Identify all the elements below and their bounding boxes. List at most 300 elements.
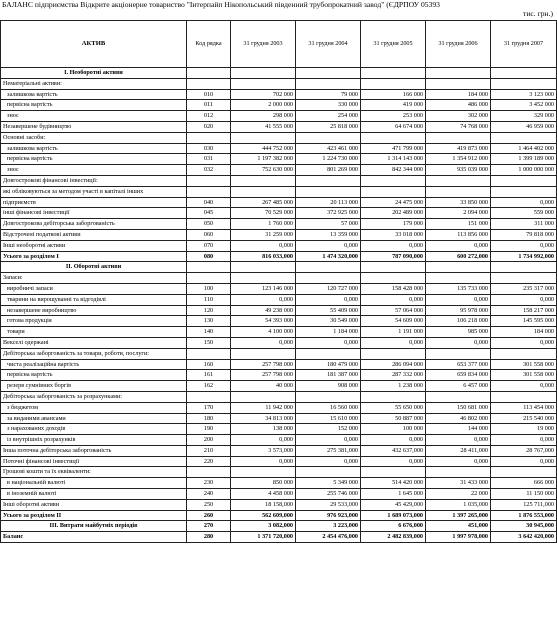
value-cell: 125 711,000 — [491, 499, 557, 510]
value-cell: 419 000 — [361, 100, 426, 111]
row-label: Поточні фінансові інвестиції — [1, 456, 187, 467]
value-cell: 15 610 000 — [296, 413, 361, 424]
value-cell: 6 676,000 — [361, 521, 426, 532]
value-cell: 0,000 — [426, 294, 491, 305]
table-row — [1, 478, 557, 489]
code-cell: 140 — [187, 327, 231, 338]
value-cell — [361, 391, 426, 402]
value-cell — [231, 175, 296, 186]
value-cell — [491, 186, 557, 197]
value-cell: 46 802 000 — [426, 413, 491, 424]
code-cell: 161 — [187, 370, 231, 381]
value-cell: 31 433 000 — [426, 478, 491, 489]
value-cell — [491, 262, 557, 273]
row-label: з бюджетом — [1, 402, 187, 413]
row-label: із внутрішніх розрахунків — [1, 435, 187, 446]
value-cell: 330 000 — [296, 100, 361, 111]
row-label: Відстрочені податкові активи — [1, 229, 187, 240]
code-cell: 070 — [187, 240, 231, 251]
value-cell — [296, 132, 361, 143]
value-cell: 301 558 000 — [491, 370, 557, 381]
value-cell: 0,000 — [296, 456, 361, 467]
value-cell: 34 813 000 — [231, 413, 296, 424]
code-cell: 150 — [187, 337, 231, 348]
code-cell: 230 — [187, 478, 231, 489]
value-cell: 79 000 — [296, 89, 361, 100]
value-cell: 1 464 402 000 — [491, 143, 557, 154]
value-cell: 120 727 000 — [296, 283, 361, 294]
value-cell — [426, 273, 491, 284]
code-cell — [187, 262, 231, 273]
value-cell: 0,000 — [361, 435, 426, 446]
table-row — [1, 283, 557, 294]
value-cell: 976 923,000 — [296, 510, 361, 521]
row-label: з нарахованих доходів — [1, 424, 187, 435]
value-cell: 3 123 000 — [491, 89, 557, 100]
value-cell — [491, 68, 557, 79]
table-row — [1, 273, 557, 284]
row-label: Дебіторська заборгованість за товари, роботи, послуги: — [1, 348, 187, 359]
table-row — [1, 456, 557, 467]
code-cell: 270 — [187, 521, 231, 532]
table-row — [1, 521, 557, 532]
value-cell — [231, 78, 296, 89]
code-cell: 162 — [187, 381, 231, 392]
table-row — [1, 89, 557, 100]
value-cell — [231, 273, 296, 284]
code-cell — [187, 132, 231, 143]
column-header-year: 31 грудня 2005 — [361, 21, 426, 68]
column-header-year: 31 грудня 2007 — [491, 21, 557, 68]
table-row — [1, 327, 557, 338]
value-cell: 150 681 000 — [426, 402, 491, 413]
table-row — [1, 305, 557, 316]
value-cell: 0,000 — [361, 294, 426, 305]
value-cell: 30 945,000 — [491, 521, 557, 532]
value-cell: 235 317 000 — [491, 283, 557, 294]
table-row — [1, 381, 557, 392]
table-row — [1, 78, 557, 89]
row-label: незавершене виробництво — [1, 305, 187, 316]
code-cell — [187, 186, 231, 197]
value-cell: 653 377 000 — [426, 359, 491, 370]
value-cell: 46 959 000 — [491, 121, 557, 132]
page-title: БАЛАНС підприємства Відкрите акціонерне товариство "Інтерпайп Нікопольський південний трубопрокатний завод" (ЄДРПОУ 05393 — [2, 0, 440, 9]
value-cell — [361, 175, 426, 186]
column-header-year: 31 грудня 2003 — [231, 21, 296, 68]
table-row — [1, 370, 557, 381]
value-cell: 311 000 — [491, 219, 557, 230]
row-label: залишкова вартість — [1, 89, 187, 100]
value-cell: 49 238 000 — [231, 305, 296, 316]
value-cell: 0,000 — [491, 435, 557, 446]
row-label: Векселі одержані — [1, 337, 187, 348]
value-cell: 850 000 — [231, 478, 296, 489]
code-cell: 110 — [187, 294, 231, 305]
row-label: Грошові кошти та їх еквіваленти: — [1, 467, 187, 478]
row-label: виробничі запаси — [1, 283, 187, 294]
value-cell: 57 064 000 — [361, 305, 426, 316]
value-cell: 29 533,000 — [296, 499, 361, 510]
value-cell: 19 000 — [491, 424, 557, 435]
row-label: в іноземній валюті — [1, 489, 187, 500]
value-cell: 135 733 000 — [426, 283, 491, 294]
row-label: чиста реалізаційна вартість — [1, 359, 187, 370]
value-cell: 95 978 000 — [426, 305, 491, 316]
value-cell: 302 000 — [426, 111, 491, 122]
section-header-row — [1, 262, 557, 273]
table-row — [1, 143, 557, 154]
value-cell: 106 218 000 — [426, 316, 491, 327]
value-cell — [361, 348, 426, 359]
code-cell — [187, 273, 231, 284]
table-row — [1, 208, 557, 219]
value-cell: 0,000 — [296, 240, 361, 251]
column-header-activ: АКТИВ — [1, 21, 187, 68]
code-cell: 170 — [187, 402, 231, 413]
row-label: тварини на вирощуванні та відгодівлі — [1, 294, 187, 305]
table-body — [1, 68, 557, 543]
value-cell: 22 000 — [426, 489, 491, 500]
value-cell — [296, 391, 361, 402]
value-cell: 144 000 — [426, 424, 491, 435]
value-cell: 0,000 — [426, 435, 491, 446]
row-label: Незавершене будівництво — [1, 121, 187, 132]
code-cell: 040 — [187, 197, 231, 208]
code-cell — [187, 175, 231, 186]
section-title: I. Необоротні активи — [1, 68, 187, 79]
value-cell: 471 799 000 — [361, 143, 426, 154]
value-cell: 30 549 000 — [296, 316, 361, 327]
value-cell: 514 420 000 — [361, 478, 426, 489]
value-cell: 0,000 — [426, 456, 491, 467]
value-cell: 166 000 — [361, 89, 426, 100]
value-cell: 28 767,000 — [491, 445, 557, 456]
value-cell: 253 000 — [361, 111, 426, 122]
table-row — [1, 165, 557, 176]
value-cell: 372 925 000 — [296, 208, 361, 219]
value-cell — [426, 391, 491, 402]
table-row — [1, 100, 557, 111]
table-row — [1, 240, 557, 251]
row-label: Усього за розділом II — [1, 510, 187, 521]
value-cell: 0,000 — [361, 337, 426, 348]
value-cell: 11 150 000 — [491, 489, 557, 500]
value-cell: 113 856 000 — [426, 229, 491, 240]
value-cell: 287 332 000 — [361, 370, 426, 381]
value-cell: 0,000 — [231, 456, 296, 467]
value-cell: 0,000 — [361, 240, 426, 251]
value-cell: 16 560 000 — [296, 402, 361, 413]
row-label: Баланс — [1, 532, 187, 543]
table-row — [1, 445, 557, 456]
value-cell: 3 082,000 — [231, 521, 296, 532]
table-row — [1, 186, 557, 197]
row-label: Запаси: — [1, 273, 187, 284]
table-row — [1, 229, 557, 240]
value-cell: 0,000 — [491, 197, 557, 208]
value-cell — [361, 78, 426, 89]
value-cell: 451,000 — [426, 521, 491, 532]
value-cell: 1 645 000 — [361, 489, 426, 500]
row-label: первісна вартість — [1, 370, 187, 381]
row-label: готова продукція — [1, 316, 187, 327]
value-cell: 123 146 000 — [231, 283, 296, 294]
code-cell: 031 — [187, 154, 231, 165]
row-label: інші фінансові інвестиції — [1, 208, 187, 219]
value-cell — [491, 273, 557, 284]
table-row — [1, 121, 557, 132]
value-cell — [491, 391, 557, 402]
value-cell: 3 642 420,000 — [491, 532, 557, 543]
value-cell: 423 461 000 — [296, 143, 361, 154]
value-cell: 752 630 000 — [231, 165, 296, 176]
value-cell: 254 000 — [296, 111, 361, 122]
table-row — [1, 175, 557, 186]
code-cell: 100 — [187, 283, 231, 294]
value-cell: 100 000 — [361, 424, 426, 435]
value-cell: 842 344 000 — [361, 165, 426, 176]
value-cell: 138 000 — [231, 424, 296, 435]
value-cell: 0,000 — [491, 456, 557, 467]
value-cell: 40 000 — [231, 381, 296, 392]
value-cell: 257 798 000 — [231, 359, 296, 370]
code-cell: 180 — [187, 413, 231, 424]
value-cell: 11 942 000 — [231, 402, 296, 413]
value-cell — [361, 262, 426, 273]
value-cell: 1 224 730 000 — [296, 154, 361, 165]
value-cell: 816 033,000 — [231, 251, 296, 262]
table-row — [1, 154, 557, 165]
code-cell: 060 — [187, 229, 231, 240]
value-cell: 666 000 — [491, 478, 557, 489]
table-row — [1, 337, 557, 348]
value-cell: 4 458 000 — [231, 489, 296, 500]
value-cell: 1 314 143 000 — [361, 154, 426, 165]
value-cell — [231, 186, 296, 197]
code-cell: 260 — [187, 510, 231, 521]
value-cell: 158 428 000 — [361, 283, 426, 294]
code-cell: 250 — [187, 499, 231, 510]
value-cell: 0,000 — [426, 240, 491, 251]
value-cell: 286 094 000 — [361, 359, 426, 370]
column-header-year: 31 грудня 2006 — [426, 21, 491, 68]
value-cell — [426, 132, 491, 143]
value-cell: 54 393 000 — [231, 316, 296, 327]
value-cell: 562 609,000 — [231, 510, 296, 521]
value-cell: 4 100 000 — [231, 327, 296, 338]
table-row — [1, 467, 557, 478]
code-cell: 210 — [187, 445, 231, 456]
value-cell: 55 409 000 — [296, 305, 361, 316]
value-cell — [296, 467, 361, 478]
value-cell: 1 760 000 — [231, 219, 296, 230]
row-label: за виданими авансами — [1, 413, 187, 424]
value-cell: 1 238 000 — [361, 381, 426, 392]
row-label: які обліковуються за методом участі в капіталі інших — [1, 186, 187, 197]
section-title: II. Оборотні активи — [1, 262, 187, 273]
code-cell: 200 — [187, 435, 231, 446]
balance-table — [0, 20, 557, 543]
value-cell: 1 000 000 000 — [491, 165, 557, 176]
value-cell: 55 650 000 — [361, 402, 426, 413]
value-cell: 0,000 — [426, 337, 491, 348]
value-cell: 18 158,000 — [231, 499, 296, 510]
value-cell — [491, 132, 557, 143]
table-row — [1, 132, 557, 143]
code-cell: 190 — [187, 424, 231, 435]
code-cell — [187, 348, 231, 359]
value-cell: 1 399 189 000 — [491, 154, 557, 165]
value-cell: 33 850 000 — [426, 197, 491, 208]
row-label: Інша поточна дебіторська заборгованість — [1, 445, 187, 456]
value-cell: 1 035,000 — [426, 499, 491, 510]
value-cell — [296, 78, 361, 89]
value-cell: 432 637,000 — [361, 445, 426, 456]
value-cell: 151 000 — [426, 219, 491, 230]
value-cell: 255 746 000 — [296, 489, 361, 500]
row-label: Дебіторська заборгованість за розрахунками: — [1, 391, 187, 402]
row-label: резерв сумнівних боргів — [1, 381, 187, 392]
table-row — [1, 111, 557, 122]
value-cell: 702 000 — [231, 89, 296, 100]
value-cell — [296, 186, 361, 197]
value-cell: 275 381,000 — [296, 445, 361, 456]
value-cell: 215 540 000 — [491, 413, 557, 424]
value-cell: 0,000 — [231, 240, 296, 251]
row-label: Основні засоби: — [1, 132, 187, 143]
value-cell — [426, 467, 491, 478]
value-cell — [296, 262, 361, 273]
value-cell: 1 197 382 000 — [231, 154, 296, 165]
code-cell — [187, 391, 231, 402]
table-row — [1, 435, 557, 446]
value-cell — [426, 186, 491, 197]
table-row — [1, 391, 557, 402]
value-cell — [426, 348, 491, 359]
value-cell: 113 454 000 — [491, 402, 557, 413]
value-cell: 0,000 — [491, 337, 557, 348]
row-label: III. Витрати майбутніх періодів — [1, 521, 187, 532]
table-row — [1, 499, 557, 510]
value-cell: 2 094 000 — [426, 208, 491, 219]
row-label: в національній валюті — [1, 478, 187, 489]
value-cell — [361, 132, 426, 143]
value-cell: 0,000 — [231, 294, 296, 305]
value-cell: 801 269 000 — [296, 165, 361, 176]
value-cell: 13 359 000 — [296, 229, 361, 240]
row-label: Довгострокові фінансові інвестиції: — [1, 175, 187, 186]
value-cell: 257 798 000 — [231, 370, 296, 381]
table-row — [1, 402, 557, 413]
code-cell: 050 — [187, 219, 231, 230]
code-cell: 160 — [187, 359, 231, 370]
value-cell — [231, 391, 296, 402]
value-cell: 0,000 — [231, 435, 296, 446]
code-cell — [187, 68, 231, 79]
value-cell — [361, 68, 426, 79]
value-cell: 0,000 — [491, 381, 557, 392]
row-label: Інші необоротні активи — [1, 240, 187, 251]
column-header-code: Код рядка — [187, 21, 231, 68]
value-cell: 1 734 992,000 — [491, 251, 557, 262]
value-cell: 179 000 — [361, 219, 426, 230]
value-cell — [296, 68, 361, 79]
value-cell: 3 223,000 — [296, 521, 361, 532]
value-cell: 70 529 000 — [231, 208, 296, 219]
value-cell: 1 689 073,000 — [361, 510, 426, 521]
value-cell: 659 834 000 — [426, 370, 491, 381]
row-label: Довгострокова дебіторська заборгованість — [1, 219, 187, 230]
value-cell: 45 429,000 — [361, 499, 426, 510]
table-row — [1, 251, 557, 262]
row-label: залишкова вартість — [1, 143, 187, 154]
row-label: Нематеріальні активи: — [1, 78, 187, 89]
value-cell — [361, 273, 426, 284]
value-cell: 158 217 000 — [491, 305, 557, 316]
value-cell — [231, 132, 296, 143]
value-cell: 152 000 — [296, 424, 361, 435]
value-cell: 1 876 553,000 — [491, 510, 557, 521]
value-cell: 0,000 — [296, 337, 361, 348]
table-row — [1, 294, 557, 305]
value-cell — [491, 348, 557, 359]
code-cell: 130 — [187, 316, 231, 327]
value-cell: 6 457 000 — [426, 381, 491, 392]
code-cell: 240 — [187, 489, 231, 500]
value-cell: 54 609 000 — [361, 316, 426, 327]
value-cell: 20 113 000 — [296, 197, 361, 208]
value-cell — [361, 186, 426, 197]
table-row — [1, 532, 557, 543]
code-cell: 280 — [187, 532, 231, 543]
value-cell: 298 000 — [231, 111, 296, 122]
value-cell: 329 000 — [491, 111, 557, 122]
value-cell: 1 997 978,000 — [426, 532, 491, 543]
value-cell: 267 485 000 — [231, 197, 296, 208]
table-row — [1, 359, 557, 370]
code-cell: 030 — [187, 143, 231, 154]
table-row — [1, 413, 557, 424]
value-cell: 0,000 — [231, 337, 296, 348]
value-cell: 28 411,000 — [426, 445, 491, 456]
value-cell: 0,000 — [361, 456, 426, 467]
value-cell — [426, 262, 491, 273]
value-cell: 74 768 000 — [426, 121, 491, 132]
table-header-row — [1, 21, 557, 68]
table-row — [1, 219, 557, 230]
value-cell: 1 184 000 — [296, 327, 361, 338]
table-row — [1, 316, 557, 327]
value-cell: 1 397 265,000 — [426, 510, 491, 521]
value-cell: 202 489 000 — [361, 208, 426, 219]
code-cell: 010 — [187, 89, 231, 100]
code-cell: 120 — [187, 305, 231, 316]
value-cell — [231, 262, 296, 273]
value-cell: 184 000 — [491, 327, 557, 338]
value-cell: 31 259 000 — [231, 229, 296, 240]
column-header-year: 31 грудня 2004 — [296, 21, 361, 68]
code-cell: 080 — [187, 251, 231, 262]
value-cell: 145 595 000 — [491, 316, 557, 327]
value-cell: 41 555 000 — [231, 121, 296, 132]
table-row — [1, 489, 557, 500]
code-cell — [187, 78, 231, 89]
row-label: підприємств — [1, 197, 187, 208]
value-cell — [231, 68, 296, 79]
value-cell: 0,000 — [491, 240, 557, 251]
value-cell: 3 452 000 — [491, 100, 557, 111]
